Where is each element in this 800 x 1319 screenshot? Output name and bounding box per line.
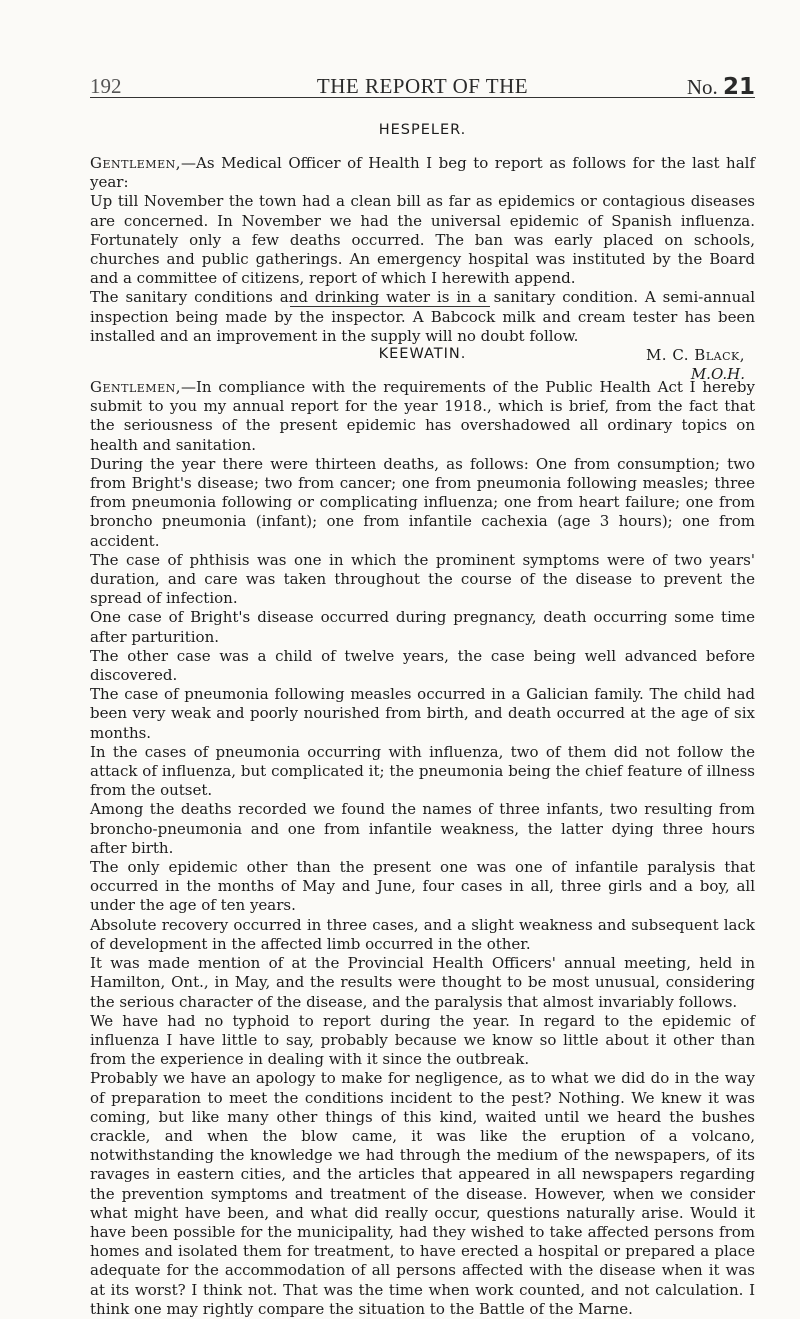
running-title: THE REPORT OF THE bbox=[316, 74, 529, 98]
keewatin-paragraph-5: The other case was a child of twelve years, the case being well advanced before discovered. bbox=[90, 646, 755, 685]
keewatin-paragraph-4: One case of Bright's disease occurred during pregnancy, death occurring some time after parturition. bbox=[90, 608, 755, 646]
hespeler-paragraph-3: The sanitary conditions and drinking water is in a sanitary condition. A semi-annual inspection being made by the inspector. A Babcock milk and cream tester has been installed and an improvement in the supply will no doubt follow. bbox=[90, 288, 755, 345]
hespeler-salutation: Gentlemen, bbox=[90, 154, 181, 172]
page-number: 192 bbox=[90, 74, 122, 98]
hespeler-paragraph-1-text: —As Medical Officer of Health I beg to report as follows for the last half year: bbox=[90, 154, 755, 192]
keewatin-paragraph-1 bbox=[90, 378, 755, 455]
keewatin-salutation: Gentlemen, bbox=[90, 378, 181, 396]
hespeler-paragraph-2: Up till November the town had a clean bill as far as epidemics or contagious diseases are concerned. In November we had the universal epidemic of Spanish influenza. Fortunately only a few deaths occurred. The ban was early placed on schools, churches and public gatherings. An emergency hospital was instituted by the Board and a committee of citizens, report of which I herewith append. bbox=[90, 192, 755, 288]
keewatin-paragraph-13: Probably we have an apology to make for negligence, as to what we did do in the way of preparation to meet the conditions incident to the pest? Nothing. We knew it was coming, but like many other things of this kind, waited until we heard the bushes crackle, and when the blow came, it was like the eruption of a volcano, notwithstanding the knowledge we had through the medium of the newspapers, of its ravages in eastern cities, and the articles that appeared in all newspapers regarding the prevention symptoms and treatment of the disease. However, when we consider what might have been, and what did really occur, questions naturally arise. Would it have been possible for the municipality, had they wished to take affected persons from homes and isolated them for treatment, to have erected a hospital or prepared a place adequate for the accommodation of all persons affected with the disease when it was at its worst? I think not. That was the time when work counted, and not calculation. I think one may rightly compare the situation to the Battle of the Marne. bbox=[90, 1069, 755, 1318]
hespeler-paragraph-1 bbox=[90, 154, 755, 192]
keewatin-paragraph-8: Among the deaths recorded we found the names of three infants, two resulting from broncho-pneumonia and one from infantile weakness, the latter dying three hours after birth. bbox=[90, 800, 755, 857]
running-header bbox=[90, 74, 755, 106]
keewatin-title: KEEWATIN. bbox=[378, 346, 467, 362]
keewatin-paragraph-7: In the cases of pneumonia occurring with influenza, two of them did not follow the attack of influenza, but complicated it; the pneumonia being the chief feature of illness from the outset. bbox=[90, 742, 755, 800]
keewatin-paragraph-11: It was made mention of at the Provincial Health Officers' annual meeting, held in Hamilton, Ont., in May, and the results were thought to be most unusual, considering the serious character of the disease, and the paralysis that almost invariably follows. bbox=[90, 954, 755, 1011]
keewatin-paragraph-6: The case of pneumonia following measles occurred in a Galician family. The child had been very weak and poorly nourished from birth, and death occurred at the age of six months. bbox=[90, 685, 755, 742]
header-rule bbox=[90, 97, 755, 98]
keewatin-paragraph-1-text: —In compliance with the requirements of the Public Health Act I hereby submit to you my annual report for the year 1918., which is brief, from the fact that the seriousness of the present epidemic has overshadowed all ordinary topics on health and sanitation. bbox=[90, 378, 755, 454]
keewatin-paragraph-10: Absolute recovery occurred in three cases, and a slight weakness and subsequent lack of development in the affected limb occurred in the other. bbox=[90, 915, 755, 953]
section-divider bbox=[290, 306, 490, 307]
keewatin-paragraph-12: We have had no typhoid to report during the year. In regard to the epidemic of influenza I have little to say, probably because we know so little about it other than from the experience in dealing with it since the outbreak. bbox=[90, 1011, 755, 1069]
keewatin-paragraph-9: The only epidemic other than the present one was one of infantile paralysis that occurred in the months of May and June, four cases in all, three girls and a boy, all under the age of ten years. bbox=[90, 858, 755, 915]
hespeler-section bbox=[90, 122, 755, 384]
signature-name: M. C. Black, bbox=[645, 346, 745, 365]
report-number-value: 21 bbox=[722, 74, 755, 100]
signature-title: M.O.H. bbox=[690, 365, 745, 384]
keewatin-paragraph-3: The case of phthisis was one in which the prominent symptoms were of two years' duration, and care was taken throughout the course of the disease to prevent the spread of infection. bbox=[90, 550, 755, 608]
hespeler-title: HESPELER. bbox=[378, 122, 467, 138]
keewatin-paragraph-2: During the year there were thirteen deaths, as follows: One from consumption; two from Bright's disease; two from cancer; one from pneumonia following measles; three from pneumonia following or complicating influenza; one from heart failure; one from broncho pneumonia (infant); one from infantile cachexia (age 3 hours); one from accident. bbox=[90, 454, 755, 550]
report-number-prefix: No. bbox=[686, 75, 718, 99]
keewatin-section bbox=[90, 346, 755, 1319]
